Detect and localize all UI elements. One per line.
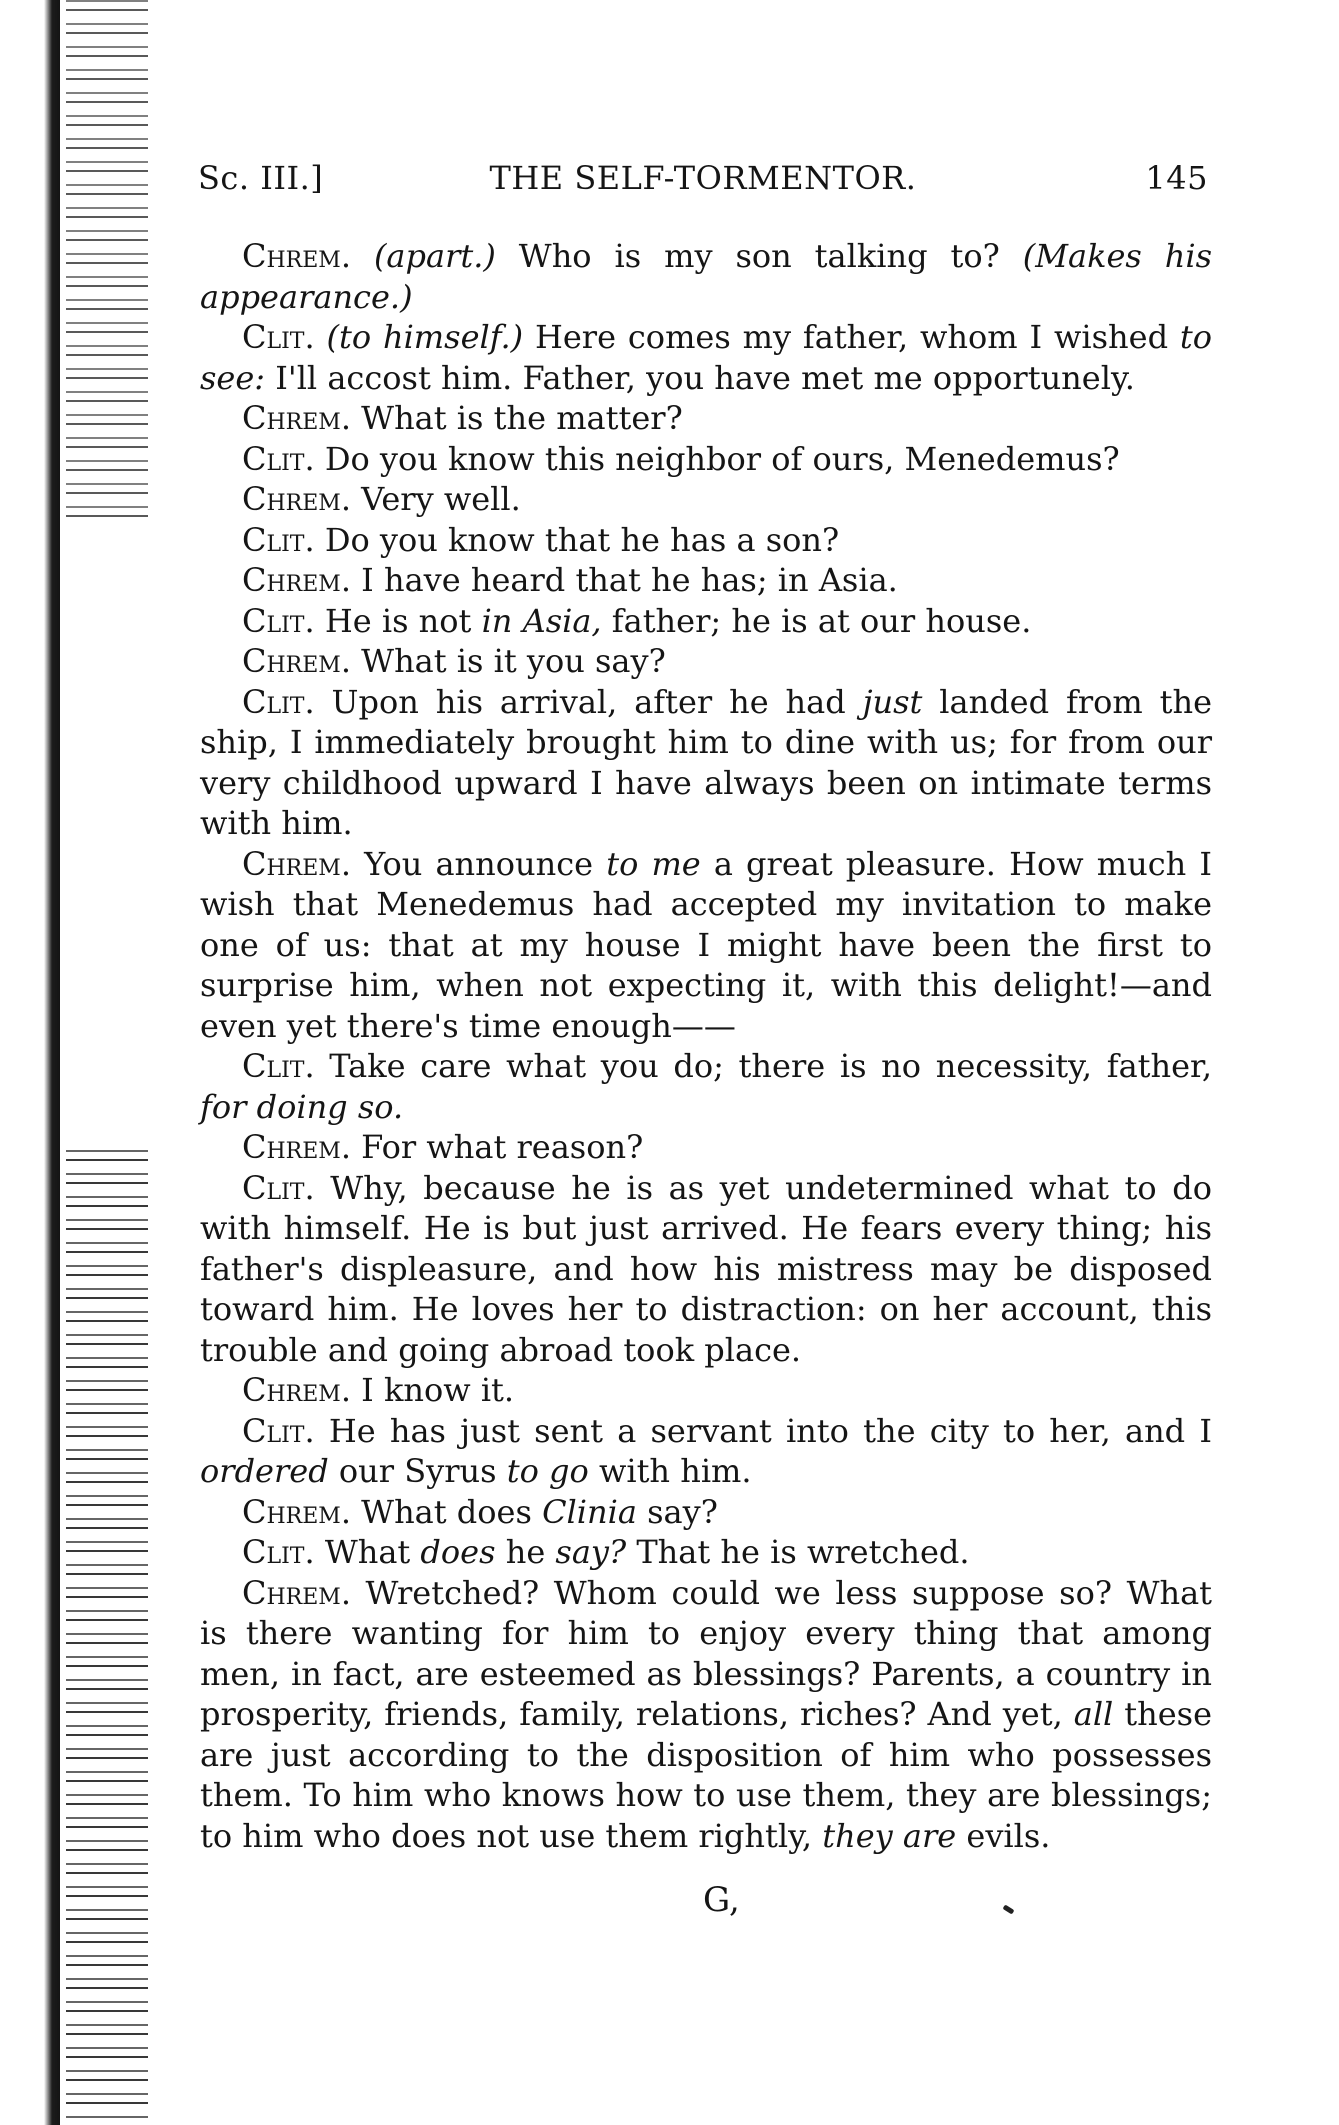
text-run: he [495, 1533, 556, 1571]
text-run: That he is wretched. [626, 1533, 970, 1571]
text-run: Take care what you do; there is no necessity, father, [314, 1047, 1212, 1085]
page-number: 145 [1145, 159, 1208, 197]
text-run: Do you know that he has a son? [314, 520, 840, 559]
text-run: I know it. [351, 1371, 515, 1409]
speaker-name: Clit. [242, 1168, 315, 1207]
ink-smudge [1003, 1904, 1015, 1914]
text-run: say? [636, 1492, 718, 1531]
dialogue-paragraph [200, 682, 1212, 844]
text-run: I'll accost him. Father, you have met me opportunely. [265, 358, 1135, 397]
speaker-name: Clit. [242, 682, 315, 721]
speaker-name: Clit. [242, 1411, 315, 1450]
dialogue-text [200, 236, 1212, 1856]
italic-text: they are [822, 1816, 957, 1855]
speaker-name: Chrem. [242, 1573, 351, 1612]
dialogue-paragraph [200, 641, 1212, 682]
text-run: I have heard that he has; in Asia. [351, 561, 898, 599]
binding-speckle [66, 0, 148, 520]
dialogue-paragraph [200, 1573, 1212, 1857]
dialogue-paragraph [200, 1411, 1212, 1492]
text-run: father; he is at our house. [601, 601, 1032, 640]
dialogue-paragraph [200, 1168, 1212, 1371]
speaker-name: Chrem. [242, 1128, 351, 1166]
binding-shadow [0, 0, 60, 2125]
italic-text: all [1073, 1695, 1114, 1733]
text-run [351, 237, 374, 275]
speaker-name: Clit. [242, 1533, 315, 1571]
text-run: Very well. [351, 480, 521, 518]
italic-text: to me [606, 844, 701, 883]
text-run: For what reason? [351, 1128, 644, 1166]
book-title: THE SELF-TORMENTOR. [489, 159, 917, 197]
text-run: with him. [588, 1452, 752, 1490]
text-run: What is the matter? [351, 399, 683, 437]
dialogue-paragraph [200, 1492, 1212, 1533]
italic-text: to see: [200, 318, 1213, 397]
section-label: Sc. III.] [198, 159, 324, 197]
speaker-name: Clit. [242, 601, 315, 640]
dialogue-paragraph [200, 1370, 1212, 1411]
italic-text: say? [555, 1533, 627, 1571]
text-run: Do you know this neighbor of ours, Menedemus? [314, 439, 1120, 478]
text-run: a great pleasure. How much I wish that Menedemus had accepted my invitation to make one of us: that at my house I might have been the first to surprise him, when not expecting it, with this delight!—and even yet there's time enough—— [200, 844, 1213, 1045]
running-head [198, 159, 1208, 207]
text-run: Who is my son talking to? [495, 237, 1023, 275]
text-run: What is it you say? [351, 642, 666, 680]
speaker-name: Chrem. [242, 642, 351, 680]
dialogue-paragraph [200, 236, 1212, 317]
speaker-name: Clit. [242, 439, 315, 478]
italic-text: Clinia [542, 1492, 637, 1531]
speaker-name: Chrem. [242, 561, 351, 599]
signature-mark: G, [703, 1880, 740, 1920]
italic-text: ordered [200, 1452, 329, 1490]
dialogue-paragraph [200, 1046, 1212, 1127]
text-run: Upon his arrival, after he had [314, 682, 863, 721]
text-run: You announce [351, 844, 607, 883]
italic-text: does [420, 1533, 496, 1571]
dialogue-paragraph [200, 560, 1212, 601]
dialogue-paragraph [200, 601, 1212, 642]
text-run: He has just sent a servant into the city to her, and I [314, 1411, 1212, 1450]
text-run: these are just according to the disposition of him who possesses them. To him who knows how to use them, they are blessings; to him who does not use them rightly, [200, 1695, 1213, 1855]
italic-text: (Makes his appearance.) [200, 237, 1213, 316]
italic-text: (apart.) [373, 237, 496, 275]
text-run: What [314, 1533, 421, 1571]
text-run: Why, because he is as yet undetermined what to do with himself. He is but just arrived. He fears every thing; his father's displeasure, and how his mistress may be disposed toward him. He loves her to distraction: on her account, this trouble and going abroad took place. [200, 1168, 1212, 1369]
dialogue-paragraph [200, 398, 1212, 439]
text-run [315, 318, 327, 356]
text-run: Here comes my father, whom I wished [523, 318, 1180, 356]
italic-text: for doing so. [200, 1087, 404, 1126]
dialogue-paragraph [200, 844, 1212, 1047]
speaker-name: Clit. [242, 1047, 315, 1085]
italic-text: in Asia, [481, 601, 602, 640]
text-run: evils. [956, 1816, 1051, 1855]
speaker-name: Chrem. [242, 480, 351, 518]
speaker-name: Chrem. [242, 1371, 351, 1409]
text-run: landed from the ship, I immediately brought him to dine with us; for from our very childhood upward I have always been on intimate terms with him. [200, 682, 1213, 842]
text-run: our Syrus [328, 1452, 507, 1490]
speaker-name: Clit. [242, 318, 315, 356]
dialogue-paragraph [200, 520, 1212, 561]
dialogue-paragraph [200, 1532, 1212, 1573]
dialogue-paragraph [200, 439, 1212, 480]
italic-text: just [862, 682, 923, 721]
speaker-name: Clit. [242, 520, 315, 559]
dialogue-paragraph [200, 1127, 1212, 1168]
dialogue-paragraph [200, 479, 1212, 520]
text-run: What does [351, 1492, 543, 1531]
speaker-name: Chrem. [242, 844, 351, 883]
dialogue-paragraph [200, 317, 1212, 398]
italic-text: (to himself.) [326, 318, 524, 356]
binding-speckle [66, 1150, 148, 2125]
speaker-name: Chrem. [242, 237, 351, 275]
speaker-name: Chrem. [242, 399, 351, 437]
speaker-name: Chrem. [242, 1492, 351, 1531]
text-run: Wretched? Whom could we less suppose so? What is there wanting for him to enjoy every thing that among men, in fact, are esteemed as blessings? Parents, a country in prosperity, friends, family, relations, riches? And yet, [200, 1573, 1212, 1733]
italic-text: to go [506, 1452, 589, 1490]
text-run: He is not [314, 601, 482, 640]
